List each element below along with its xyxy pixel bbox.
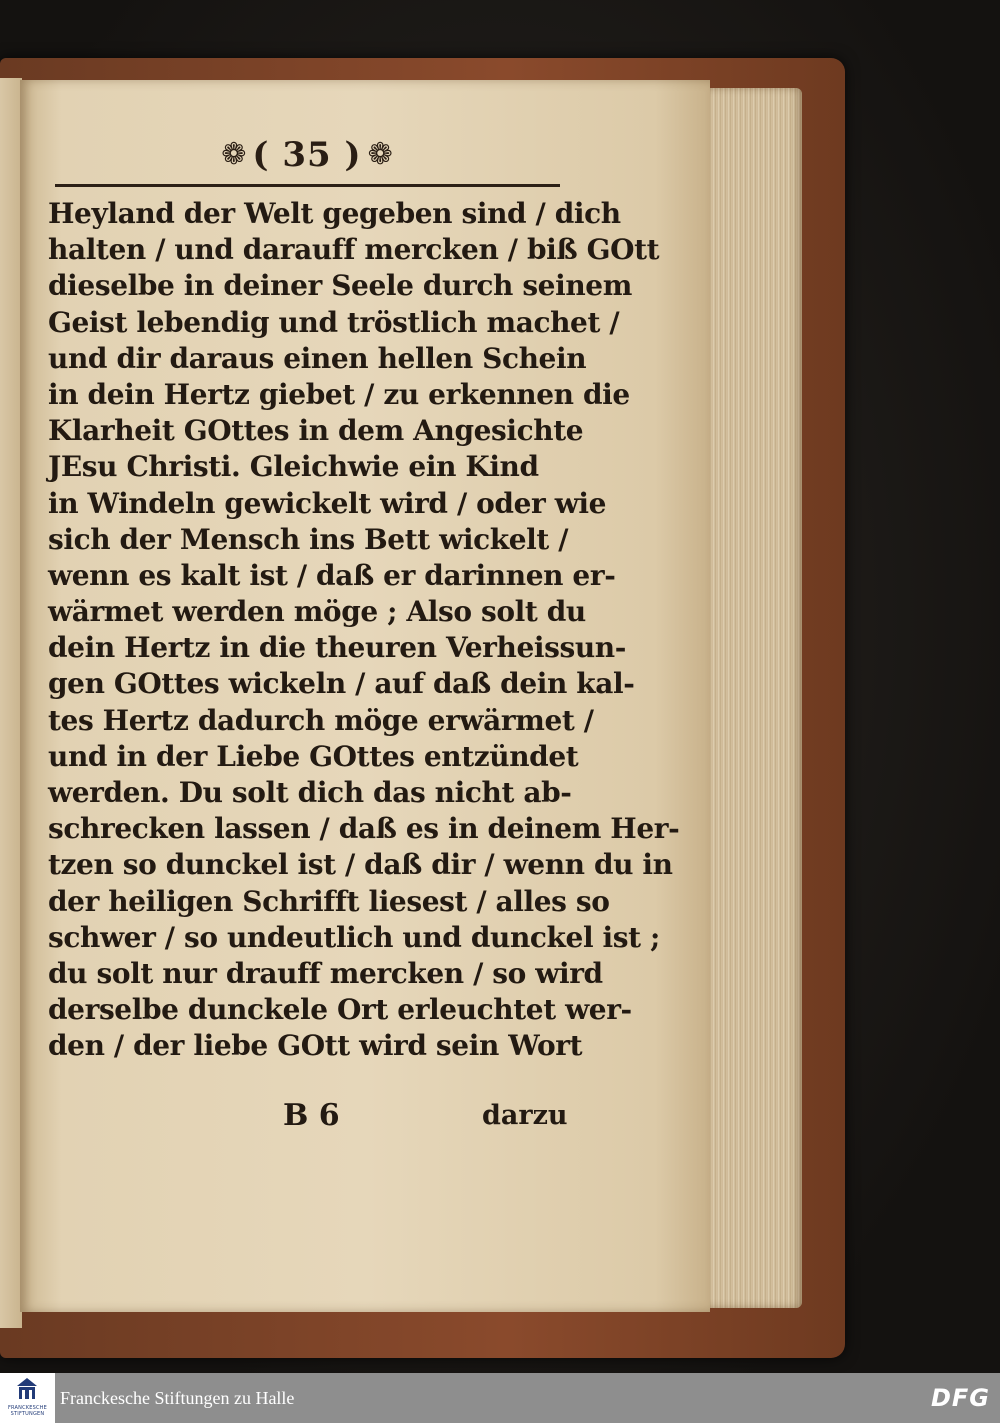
- logo-text: FRANCKESCHE STIFTUNGEN: [7, 1405, 48, 1417]
- building-icon: [17, 1378, 37, 1400]
- text-line: in dein Hertz giebet / zu erkennen die: [48, 377, 630, 411]
- ornament-left-icon: ❁: [221, 137, 247, 172]
- ornament-right-icon: ❁: [367, 137, 393, 172]
- text-line: sich der Mensch ins Bett wickelt /: [48, 522, 569, 556]
- text-line: der heiligen Schrifft liesest / alles so: [48, 884, 610, 918]
- text-line: werden. Du solt dich das nicht ab-: [48, 776, 572, 809]
- text-line: wenn es kalt ist / daß er darinnen er-: [48, 558, 616, 592]
- text-line: Geist lebendig und tröstlich machet /: [48, 305, 620, 339]
- institution-name[interactable]: Franckesche Stiftungen zu Halle: [60, 1388, 295, 1408]
- text-line: Heyland der Welt gegeben sind / dich: [48, 197, 621, 230]
- text-line: halten / und darauff mercken / biß GOtt: [48, 233, 660, 267]
- text-line: in Windeln gewickelt wird / oder wie: [48, 486, 607, 520]
- text-line: derselbe dunckele Ort erleuchtet wer-: [48, 993, 632, 1027]
- text-line: du solt nur drauff mercken / so wird: [48, 956, 603, 990]
- viewer-footer: [0, 1373, 1000, 1423]
- dfg-logo[interactable]: DFG: [930, 1384, 990, 1412]
- catchword: darzu: [482, 1100, 568, 1131]
- header-rule: [55, 184, 560, 187]
- text-line: Klarheit GOttes in dem Angesichte: [48, 414, 584, 448]
- text-line: tzen so dunckel ist / daß dir / wenn du in: [48, 848, 673, 882]
- text-line: tes Hertz dadurch möge erwärmet /: [48, 703, 594, 737]
- facing-page-edge: [0, 78, 22, 1328]
- text-line: JEsu Christi. Gleichwie ein Kind: [48, 450, 539, 484]
- text-line: dein Hertz in die theuren Verheissun-: [48, 631, 626, 665]
- page-header: [212, 130, 402, 180]
- signature-mark: B 6: [283, 1098, 340, 1133]
- text-line: schrecken lassen / daß es in deinem Her-: [48, 812, 680, 846]
- page-number: ( 35 ): [252, 135, 362, 175]
- text-line: dieselbe in deiner Seele durch seinem: [48, 269, 632, 303]
- text-line: gen GOttes wickeln / auf daß dein kal-: [48, 667, 635, 701]
- text-line: den / der liebe GOtt wird sein Wort: [48, 1029, 583, 1063]
- text-line: und dir daraus einen hellen Schein: [48, 341, 587, 375]
- text-block: [48, 196, 680, 1065]
- institution-logo[interactable]: [0, 1373, 55, 1423]
- text-line: wärmet werden möge ; Also solt du: [48, 595, 586, 629]
- text-line: und in der Liebe GOttes entzündet: [48, 739, 579, 773]
- text-line: schwer / so undeutlich und dunckel ist ;: [48, 920, 660, 954]
